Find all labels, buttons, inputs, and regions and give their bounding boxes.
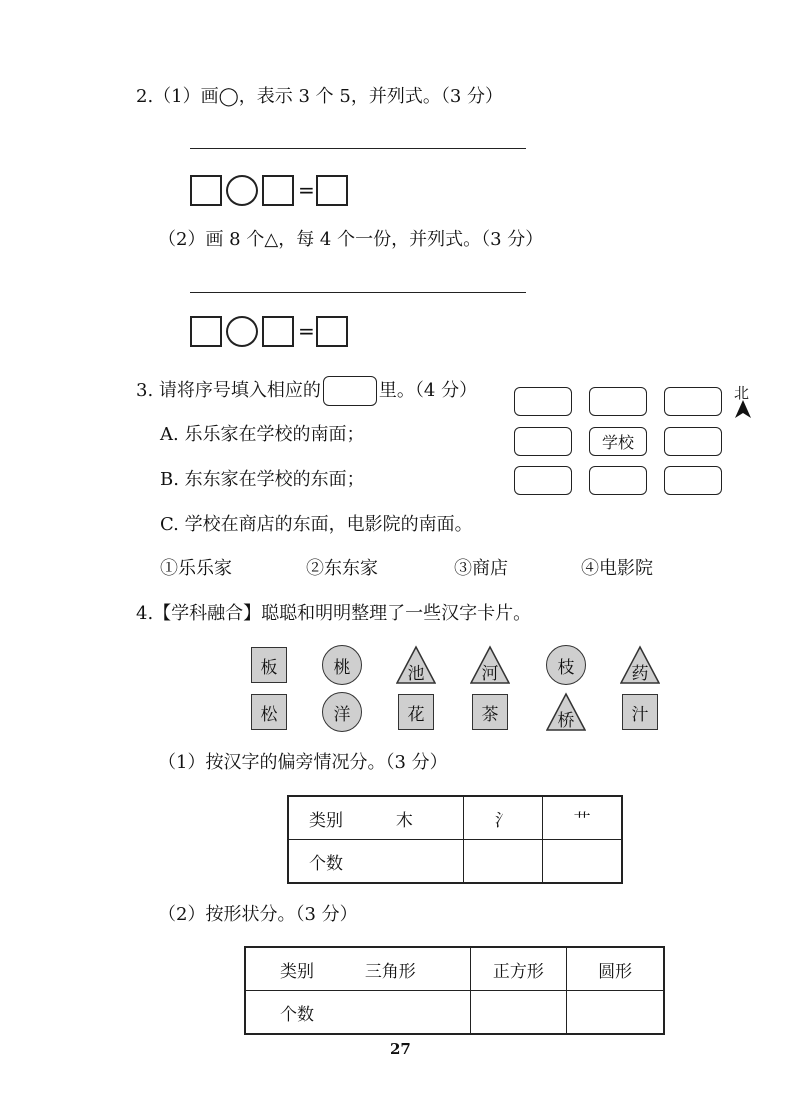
card-triangle [546,692,586,732]
grid-box-n[interactable] [589,387,647,416]
q3-option-3: ③商店 [454,558,508,579]
card-char: 松 [260,704,278,725]
answer-box[interactable] [262,316,294,347]
equals-sign: = [298,319,315,343]
grid-box-s[interactable] [589,466,647,495]
card-triangle [470,645,510,685]
grid-box-school: 学校 [589,427,647,456]
card-char: 桃 [333,657,351,678]
shape-table [244,946,665,1035]
radical-shui: 氵 [464,796,543,840]
card-char: 茶 [481,704,499,725]
card-char: 汁 [631,704,649,725]
count-cell[interactable] [567,991,664,1035]
card-triangle [396,645,436,685]
inline-box-icon [323,376,377,406]
page-number: 27 [390,1040,411,1058]
radical-cao: 艹 [543,796,622,840]
q3-prompt-after: 里。（4 分） [378,380,478,401]
table-row [288,840,622,884]
answer-box[interactable] [190,316,222,347]
shape-circle: 圆形 [567,947,664,991]
table-row [288,796,622,840]
radical-table [287,795,623,884]
q2-part2-text: （2）画 8 个△，每 4 个一份，并列式。（3 分） [158,229,544,250]
card-square [622,694,658,730]
q3-prompt-before: 3. 请将序号填入相应的 [136,380,321,401]
q3-statement-b: B. 东东家在学校的东面； [160,469,365,490]
q4-part2-text: （2）按形状分。（3 分） [158,904,358,925]
card-square [251,647,287,683]
count-cell[interactable] [464,840,543,884]
q3-prompt [136,376,477,406]
category-header: 类别 [280,961,314,982]
q3-option-4: ④电影院 [581,558,653,579]
grid-box-e[interactable] [664,427,722,456]
equals-sign: = [298,178,315,202]
count-cell[interactable] [543,840,622,884]
answer-box[interactable] [262,175,294,206]
operator-circle[interactable] [226,316,258,347]
grid-box-sw[interactable] [514,466,572,495]
q3-statement-c: C. 学校在商店的东面，电影院的南面。 [160,514,473,535]
table-cell [245,947,470,991]
card-square [398,694,434,730]
card-square [472,694,508,730]
card-circle [546,645,586,685]
radical-mu: 木 [395,810,413,831]
grid-box-ne[interactable] [664,387,722,416]
shape-square: 正方形 [470,947,567,991]
operator-circle[interactable] [226,175,258,206]
q2-answer-line-2 [190,292,526,293]
shape-triangle: 三角形 [364,961,416,982]
table-row [245,991,664,1035]
count-label: 个数 [288,840,464,884]
answer-box[interactable] [316,175,348,206]
q4-title: 4.【学科融合】聪聪和明明整理了一些汉字卡片。 [136,603,532,624]
count-cell[interactable] [470,991,567,1035]
card-char: 河 [481,663,499,684]
card-triangle [620,645,660,685]
card-char: 桥 [557,710,575,731]
table-row [245,947,664,991]
grid-box-nw[interactable] [514,387,572,416]
q2-part1-text: 2.（1）画◯，表示 3 个 5，并列式。（3 分） [136,86,504,107]
card-char: 药 [631,663,649,684]
count-label: 个数 [245,991,470,1035]
table-cell [288,796,464,840]
q3-statement-a: A. 乐乐家在学校的南面； [160,424,365,445]
category-header: 类别 [309,810,343,831]
answer-box[interactable] [316,316,348,347]
answer-box[interactable] [190,175,222,206]
card-char: 洋 [333,704,351,725]
q2-answer-line-1 [190,148,526,149]
card-circle [322,692,362,732]
q3-option-1: ①乐乐家 [160,558,232,579]
card-char: 板 [260,657,278,678]
card-square [251,694,287,730]
grid-box-se[interactable] [664,466,722,495]
q4-part1-text: （1）按汉字的偏旁情况分。（3 分） [158,752,448,773]
card-char: 池 [407,663,425,684]
north-label: 北 [734,384,750,402]
grid-box-w[interactable] [514,427,572,456]
card-circle [322,645,362,685]
q3-option-2: ②东东家 [306,558,378,579]
card-char: 花 [407,704,425,725]
card-char: 枝 [557,657,575,678]
north-arrow-icon [735,400,751,418]
